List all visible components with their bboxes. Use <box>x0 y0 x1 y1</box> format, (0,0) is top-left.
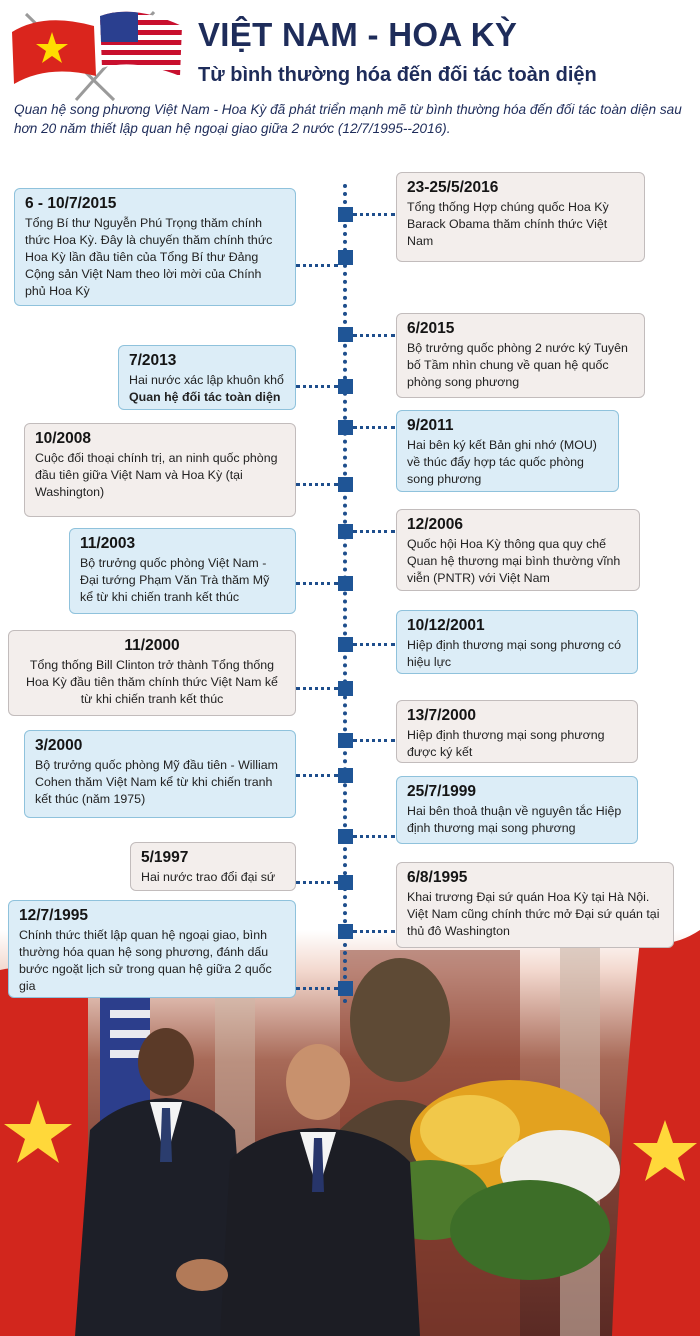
timeline-event-2000-07 <box>396 700 638 763</box>
timeline-connector <box>353 930 395 933</box>
event-date: 11/2003 <box>80 535 136 552</box>
timeline-connector <box>353 643 395 646</box>
intro-text: Quan hệ song phương Việt Nam - Hoa Kỳ đã phát triển mạnh mẽ từ bình thường hóa đến đối tác toàn diện sau hơn 20 năm thiết lập quan hệ ngoại giao giữa 2 nước (12/7/1995--2016). <box>14 102 682 136</box>
timeline-connector <box>296 264 338 267</box>
event-text: Tổng Bí thư Nguyễn Phú Trọng thăm chính thức Hoa Kỳ. Đây là chuyến thăm chính thức Hoa Kỳ lần đầu tiên của Tổng Bí thư Đảng Cộng sản Việt Nam theo lời mời của Chính phủ Hoa Kỳ <box>25 216 273 298</box>
event-text: Hai nước trao đổi đại sứ <box>141 870 276 884</box>
timeline-node <box>338 420 353 435</box>
page-subtitle: Từ bình thường hóa đến đối tác toàn diện <box>198 64 597 86</box>
event-text: Bộ trưởng quốc phòng Mỹ đầu tiên - William Cohen thăm Việt Nam kể từ khi chiến tranh kết thúc (năm 1975) <box>35 758 279 806</box>
event-date: 6/8/1995 <box>407 869 468 886</box>
timeline-connector <box>296 687 338 690</box>
timeline-event-2016-05 <box>396 172 645 262</box>
timeline-event-2006-12 <box>396 509 640 591</box>
timeline-event-2001-12 <box>396 610 638 674</box>
timeline-node <box>338 327 353 342</box>
timeline-connector <box>296 385 338 388</box>
timeline-event-2000-03 <box>24 730 296 818</box>
timeline-node <box>338 207 353 222</box>
timeline-connector <box>353 835 395 838</box>
timeline-node <box>338 733 353 748</box>
event-date: 11/2000 <box>124 637 180 654</box>
page-title: VIỆT NAM - HOA KỲ <box>198 16 518 53</box>
timeline-connector <box>353 739 395 742</box>
timeline-node <box>338 576 353 591</box>
timeline-connector <box>296 774 338 777</box>
timeline-connector <box>353 530 395 533</box>
event-text: Cuộc đối thoại chính trị, an ninh quốc phòng đầu tiên giữa Việt Nam và Hoa Kỳ (tại Washington) <box>35 451 278 499</box>
event-text: Hiệp định thương mại song phương được ký kết <box>407 728 605 759</box>
timeline-event-2000-11 <box>8 630 296 716</box>
timeline-node <box>338 524 353 539</box>
event-text: Tổng thống Bill Clinton trở thành Tổng thống Hoa Kỳ đầu tiên thăm chính thức Việt Nam kể từ khi chiến tranh kết thúc <box>26 658 278 706</box>
event-text-emphasis: Quan hệ đối tác toàn diện <box>129 390 281 404</box>
timeline-event-2013-07 <box>118 345 296 410</box>
event-text: Hai bên thoả thuận về nguyên tắc Hiệp định thương mại song phương <box>407 804 622 835</box>
timeline-node <box>338 875 353 890</box>
timeline-event-2003-11 <box>69 528 296 614</box>
event-text: Hiệp định thương mại song phương có hiệu lực <box>407 638 622 669</box>
event-date: 9/2011 <box>407 417 454 434</box>
event-date: 12/7/1995 <box>19 907 88 924</box>
event-text: Khai trương Đại sứ quán Hoa Kỳ tại Hà Nội. Việt Nam cũng chính thức mở Đại sứ quán tại thủ đô Washington <box>407 890 660 938</box>
event-date: 6/2015 <box>407 320 455 337</box>
timeline-node <box>338 681 353 696</box>
timeline-node <box>338 379 353 394</box>
timeline-node <box>338 637 353 652</box>
timeline-node <box>338 477 353 492</box>
timeline-event-1995-08 <box>396 862 674 948</box>
event-date: 7/2013 <box>129 352 177 369</box>
event-text: Hai bên ký kết Bản ghi nhớ (MOU) về thúc đẩy hợp tác quốc phòng song phương <box>407 438 597 486</box>
event-text: Tổng thống Hợp chúng quốc Hoa Kỳ Barack Obama thăm chính thức Việt Nam <box>407 200 609 248</box>
vietnam-usa-crossed-flags-icon <box>4 6 190 102</box>
event-date: 6 - 10/7/2015 <box>25 195 117 212</box>
event-text: Chính thức thiết lập quan hệ ngoại giao, bình thường hóa quan hệ song phương, đánh dấu bước ngoặt lịch sử trong quan hệ giữa 2 quốc gia <box>19 928 272 993</box>
timeline-connector <box>353 213 395 216</box>
timeline-node <box>338 250 353 265</box>
timeline-event-1999-07 <box>396 776 638 844</box>
timeline-connector <box>296 483 338 486</box>
event-date: 10/12/2001 <box>407 617 485 634</box>
timeline-node <box>338 829 353 844</box>
event-date: 10/2008 <box>35 430 92 447</box>
timeline-node <box>338 768 353 783</box>
timeline-node <box>338 981 353 996</box>
event-text: Bộ trưởng quốc phòng Việt Nam - Đại tướng Phạm Văn Trà thăm Mỹ kể từ khi chiến tranh kết thúc <box>80 556 270 604</box>
timeline-node <box>338 924 353 939</box>
timeline-connector <box>353 426 395 429</box>
event-date: 3/2000 <box>35 737 83 754</box>
timeline-event-1997-05 <box>130 842 296 891</box>
timeline-event-2015-07 <box>14 188 296 306</box>
event-text: Quốc hội Hoa Kỳ thông qua quy chế Quan hệ thương mại bình thường vĩnh viễn (PNTR) với Việt Nam <box>407 537 621 585</box>
event-text: Hai nước xác lập khuôn khổ <box>129 373 284 387</box>
timeline-event-1995-07 <box>8 900 296 998</box>
timeline-connector <box>353 334 395 337</box>
timeline-event-2015-06 <box>396 313 645 398</box>
event-date: 23-25/5/2016 <box>407 179 499 196</box>
event-date: 13/7/2000 <box>407 707 476 724</box>
event-date: 25/7/1999 <box>407 783 476 800</box>
timeline-connector <box>296 881 338 884</box>
event-date: 5/1997 <box>141 849 189 866</box>
timeline-event-2008-10 <box>24 423 296 517</box>
timeline-event-2011-09 <box>396 410 619 492</box>
event-text: Bộ trưởng quốc phòng 2 nước ký Tuyên bố Tầm nhìn chung về quan hệ quốc phòng song phương <box>407 341 628 389</box>
timeline-connector <box>296 582 338 585</box>
event-date: 12/2006 <box>407 516 464 533</box>
timeline-connector <box>296 987 338 990</box>
